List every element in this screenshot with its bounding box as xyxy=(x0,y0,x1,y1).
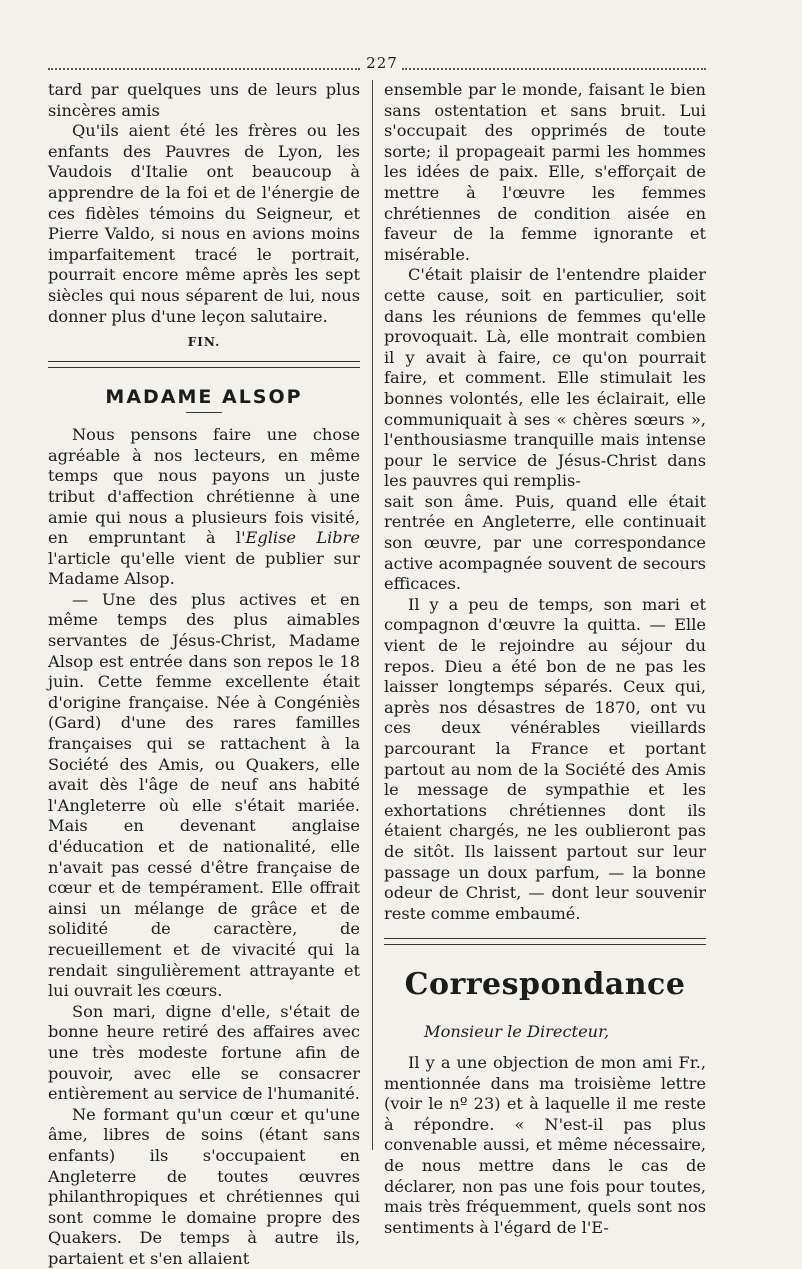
salutation: Monsieur le Directeur, xyxy=(424,1022,610,1042)
paragraph: Il y a une objection de mon ami Fr., mentionnée dans ma troisième lettre (voir le nº 23) et à laquelle il me reste à répondre. « N'est-il pas plus convenable aussi, et même nécessaire, de nous mettre dans le cas de déclarer, non pas une fois pour toutes, mais très fréquemment, quels sont nos sentiments à l'égard de l'E- xyxy=(384,1052,706,1237)
paragraph xyxy=(48,425,360,590)
paragraph: sait son âme. Puis, quand elle était rentrée en Angleterre, elle continuait son œuvre, par une correspondance active acompagnée souvent de secours efficaces. xyxy=(384,491,706,594)
paragraph: C'était plaisir de l'entendre plaider cette cause, soit en particulier, soit dans les réunions de femmes qu'elle provoquait. Là, elle montrait combien il y avait à faire, ce qu'on pourrait faire, et comment. Elle stimulait les bonnes volontés, elle les éclairait, elle communiquait à ses « chères sœurs », l'enthousiasme tranquille mais intense pour le service de Jésus-Christ dans les pauvres qui remplis- xyxy=(384,265,706,491)
section-title: Correspondance xyxy=(404,967,686,1003)
section-divider xyxy=(384,938,706,945)
title-rule xyxy=(186,412,222,413)
left-column xyxy=(48,80,360,1269)
header-rule xyxy=(48,68,360,70)
paragraph: Qu'ils aient été les frères ou les enfants des Pauvres de Lyon, les Vaudois d'Italie ont beaucoup à apprendre de la foi et de l'énergie de ces fidèles témoins du Seigneur, et Pierre Valdo, si nous en avions moins imparfaitement tracé le portrait, pourrait encore même après les sept siècles qui nous séparent de lui, nous donner plus d'une leçon salutaire. xyxy=(48,121,360,326)
paragraph: Il y a peu de temps, son mari et compagnon d'œuvre la quitta. — Elle vient de le rejoindre au séjour du repos. Dieu a été bon de ne pas les laisser longtemps séparés. Ceux qui, après nos désastres de 1870, ont vu ces deux vénérables vieillards parcourant la France et portant partout au nom de la Société des Amis le message de sympathie et les exhortations chrétiennes dont ils étaient chargés, ne les oublieront pas de sitôt. Ils laissent partout sur leur passage un doux parfum, — la bonne odeur de Christ, — dont leur souvenir reste comme embaumé. xyxy=(384,594,706,923)
end-marker: FIN. xyxy=(187,335,221,350)
intro-text: l'article qu'elle vient de publier sur Madame Alsop. xyxy=(48,548,360,589)
paragraph: Son mari, digne d'elle, s'était de bonne heure retiré des affaires avec une très modeste fortune afin de pouvoir, avec elle se consacrer entièrement au service de l'humanité. xyxy=(48,1001,360,1104)
paragraph: — Une des plus actives et en même temps des plus aimables servantes de Jésus-Christ, Madame Alsop est entrée dans son repos le 18 juin. Cette femme excellente était d'origine française. Née à Congéniès (Gard) d'une des rares familles françaises qui se rattachent à la Société des Amis, ou Quakers, elle avait dès l'âge de neuf ans habité l'Angleterre où elle s'était mariée. Mais en devenant anglaise d'éducation et de nationalité, elle n'avait pas cessé d'être française de cœur et de tempérament. Elle offrait ainsi un mélange de grâce et de solidité de caractère, de recueillement et de vivacité qui la rendait singulièrement attrayante et lui ouvrait les cœurs. xyxy=(48,589,360,1001)
column-divider xyxy=(372,80,373,1150)
paragraph: tard par quelques uns de leurs plus sincères amis xyxy=(48,80,360,120)
header-rule xyxy=(402,68,706,70)
paragraph: ensemble par le monde, faisant le bien sans ostentation et sans bruit. Lui s'occupait des opprimés de toute sorte; il propageait parmi les hommes les idées de paix. Elle, s'efforçait de mettre à l'œuvre les femmes chrétiennes de condition aisée en faveur de la femme ignorante et misérable. xyxy=(384,80,706,264)
section-divider xyxy=(48,361,360,368)
publication-name: Eglise Libre xyxy=(245,528,360,548)
page-number: 227 xyxy=(366,54,398,72)
article-title: MADAME ALSOP xyxy=(105,386,303,409)
intro-text: Nous pensons faire une chose agréable à nos lecteurs, en même temps que nous payons un juste tribut d'affection chrétienne à une amie qui nous a plusieurs fois visité, en empruntant à l' xyxy=(48,425,360,548)
right-column xyxy=(384,80,706,1238)
paragraph: Ne formant qu'un cœur et qu'une âme, libres de soins (étant sans enfants) ils s'occupaient en Angleterre de toutes œuvres philanthropiques et chrétiennes qui sont comme le domaine propre des Quakers. De temps à autre ils, partaient et s'en allaient xyxy=(48,1104,360,1268)
